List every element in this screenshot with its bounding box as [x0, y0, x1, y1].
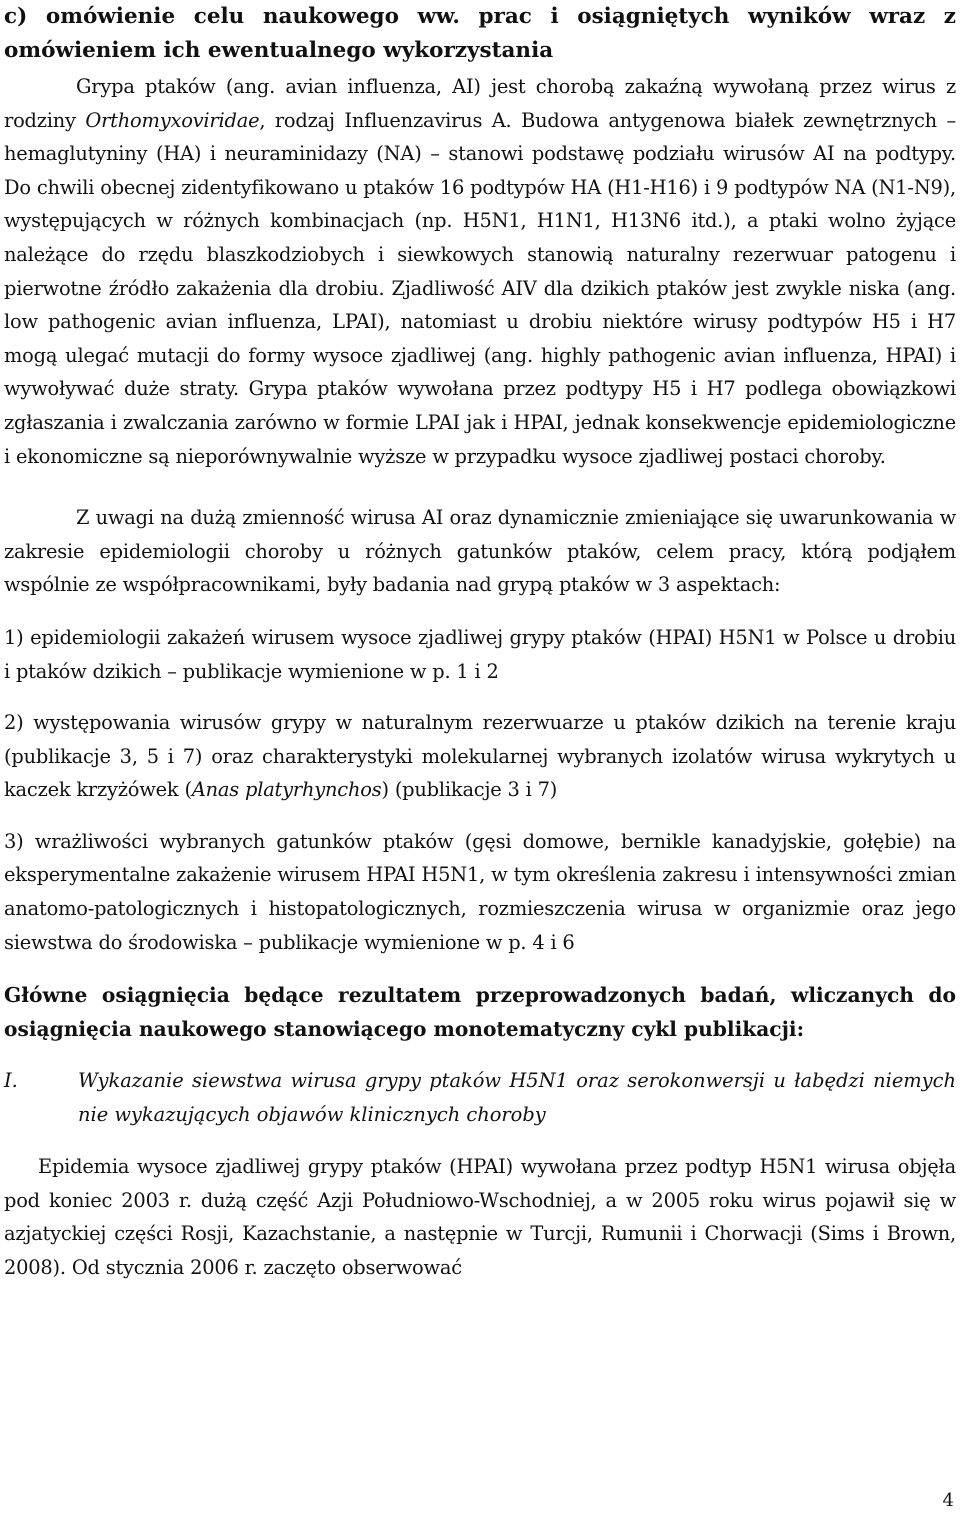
- paragraph-aims: Z uwagi na dużą zmienność wirusa AI oraz dynamicznie zmieniające się uwarunkowania w zakresie epidemiologii choroby u różnych gatunków ptaków, celem pracy, którą podjąłem wspólnie ze współpracownikami, były badania nad grypą ptaków w 3 aspektach:: [4, 506, 956, 597]
- paragraph-intro: [4, 70, 956, 473]
- list-item-3: 3) wrażliwości wybranych gatunków ptaków (gęsi domowe, bernikle kanadyjskie, gołębie) na eksperymentalne zakażenie wirusem HPAI H5N1, w tym określenia zakresu i intensywności zmian anatomo-patologicznych i histopatologicznych, rozmieszczenia wirusa w organizmie oraz jego siewstwa do środowiska – publikacje wymienione w p. 4 i 6: [4, 829, 956, 954]
- paragraph-epidemic: Epidemia wysoce zjadliwej grypy ptaków (HPAI) wywołana przez podtyp H5N1 wirusa objęła pod koniec 2003 r. dużą część Azji Południowo-Wschodniej, a w 2005 roku wirus pojawił się w azjatyckiej części Rosji, Kazachstanie, a następnie w Turcji, Rumunii i Chorwacji (Sims i Brown, 2008). Od stycznia 2006 r. zaczęto obserwować: [4, 1155, 956, 1280]
- achievement-item-1: [4, 1064, 956, 1132]
- list-item-2-text-1: 2) występowania wirusów grypy w naturalnym rezerwuarze u ptaków dzikich na terenie kraju (publikacje 3, 5 i 7) oraz charakterystyki molekularnej wybranych izolatów wirusa wykrytych u kaczek krzyżówek (: [4, 711, 956, 802]
- achievement-title: Wykazanie siewstwa wirusa grypy ptaków H5N1 oraz serokonwersji u łabędzi niemych nie wykazujących objawów klinicznych choroby: [78, 1069, 956, 1127]
- page-number: 4: [942, 1490, 954, 1511]
- paragraph-intro-italic-family: Orthomyxoviridae: [85, 108, 260, 132]
- section-heading: c) omówienie celu naukowego ww. prac i osiągniętych wyników wraz z omówieniem ich ewentualnego wykorzystania: [4, 4, 956, 63]
- paragraph-intro-text-2: , rodzaj Influenzavirus A. Budowa antygenowa białek zewnętrznych – hemaglutyniny (HA) i neuraminidazy (NA) – stanowi podstawę podziału wirusów AI na podtypy. Do chwili obecnej zidentyfikowano u ptaków 16 podtypów HA (H1-H16) i 9 podtypów NA (N1-N9), występujących w różnych kombinacjach (np. H5N1, H1N1, H13N6 itd.), a ptaki wolno żyjące należące do rzędu blaszkodziobych i siewkowych stanowią naturalny rezerwuar patogenu i pierwotne źródło zakażenia dla drobiu. Zjadliwość AIV dla dzikich ptaków jest zwykle niska (ang. low pathogenic avian influenza, LPAI), natomiast u drobiu niektóre wirusy podtypów H5 i H7 mogą ulegać mutacji do formy wysoce zjadliwej (ang. highly pathogenic avian influenza, HPAI) i wywoływać duże straty. Grypa ptaków wywołana przez podtypy H5 i H7 podlega obowiązkowi zgłaszania i zwalczania zarówno w formie LPAI jak i HPAI, jednak konsekwencje epidemiologiczne i ekonomiczne są nieporównywalnie wyższe w przypadku wysoce zjadliwej postaci choroby.: [4, 108, 957, 468]
- list-item-2: [4, 706, 956, 807]
- paragraph-intro-text-1: Grypa ptaków (ang. avian influenza, AI) jest chorobą zakaźną wywołaną przez wirus z rodziny: [4, 75, 956, 132]
- list-item-1: 1) epidemiologii zakażeń wirusem wysoce zjadliwej grypy ptaków (HPAI) H5N1 w Polsce u drobiu i ptaków dzikich – publikacje wymienione w p. 1 i 2: [4, 625, 956, 683]
- list-item-2-italic-species: Anas platyrhynchos: [191, 778, 382, 802]
- document-page: [4, 0, 956, 1285]
- achievements-heading: Główne osiągnięcia będące rezultatem przeprowadzonych badań, wliczanych do osiągnięcia naukowego stanowiącego monotematyczny cykl publikacji:: [4, 983, 956, 1042]
- achievement-number: I.: [4, 1069, 18, 1093]
- list-item-2-text-2: ) (publikacje 3 i 7): [381, 778, 558, 802]
